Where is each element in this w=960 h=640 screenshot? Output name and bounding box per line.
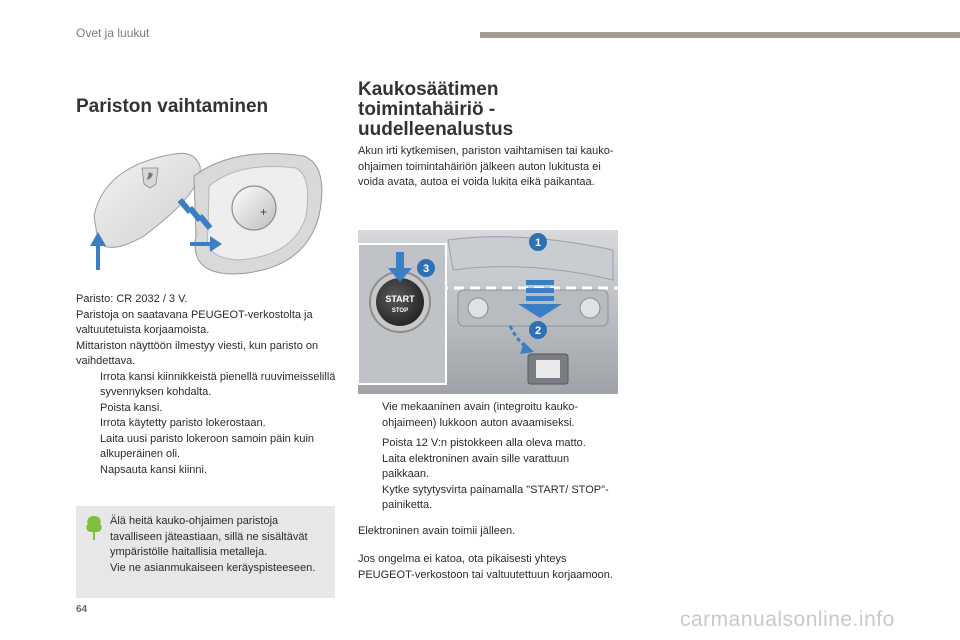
reset-closing: Jos ongelma ei katoa, ota pikaisesti yhteys PEUGEOT-verkostoon tai valtuutettuun korjaamoon. [358,553,613,581]
callout-2-badge [529,321,547,339]
callout-3-badge [417,259,435,277]
note-line-2: Vie ne asianmukaiseen keräyspisteeseen. [110,561,316,574]
callout-1-badge [529,233,547,251]
watermark: carmanualsonline.info [680,608,895,631]
environment-note [76,506,335,598]
key-cover [94,153,200,247]
battery-steps-list [76,370,338,479]
page-number: 64 [76,604,88,615]
reset-step-first [358,400,614,431]
tree-icon [84,514,104,542]
battery-warning-message: Mittariston näyttöön ilmestyy viesti, kun paristo on vaihdettava. [76,339,319,367]
list-item: Vie mekaaninen avain (integroitu kauko-ohjaimeen) lukkoon auton avaamiseksi. [382,401,579,429]
battery-spec: Paristo: CR 2032 / 3 V. [76,293,188,305]
list-item: Irrota käytetty paristo lokerostaan. [100,417,266,429]
battery-plus-mark: + [260,205,268,219]
svg-text:2: 2 [534,325,542,337]
list-item: Laita uusi paristo lokeroon samoin päin kuin alkuperäinen oli. [100,432,315,460]
list-item: Laita elektroninen avain sille varattuun paikkaan. [382,452,570,480]
header-accent-bar [480,32,960,38]
battery-availability: Paristoja on saatavana PEUGEOT-verkostolta ja valtuutetuista korjaamoista. [76,308,313,336]
svg-text:3: 3 [422,263,430,275]
button-label-start: START [385,294,415,304]
list-item: Kytke sytytysvirta painamalla "START/ STOP"-painiketta. [382,483,609,511]
battery-instructions [76,292,338,478]
reset-result: Elektroninen avain toimii jälleen. [358,525,516,537]
svg-text:1: 1 [534,237,542,249]
list-item: Napsauta kansi kiinni. [100,463,208,476]
button-label-stop: STOP [391,308,409,314]
note-line-1: Älä heitä kauko-ohjaimen paristoja tavalliseen jäteastiaan, sillä ne sisältävät ympäristölle haitallisia metalleja. [110,515,308,558]
list-item: Irrota kansi kiinnikkeistä pienellä ruuvimeisselillä syvennyksen kohdalta. [100,370,336,398]
battery-coin [232,186,276,230]
right-heading: Kaukosäätimen toimintahäiriö - uudelleenalustus [358,79,514,140]
section-title: Ovet ja luukut [76,26,150,40]
start-stop-illustration [358,230,618,394]
list-item: Poista kansi. [100,401,163,414]
reset-intro: Akun irti kytkemisen, pariston vaihtamisen tai kauko-ohjaimen toimintahäiriön jälkeen auton lukitusta ei voida avata, autoa ei voida lukita eikä paikantaa. [358,145,614,188]
list-item: Poista 12 V:n pistokkeen alla oleva matto. [382,437,586,449]
reset-steps-list [358,436,614,514]
left-heading: Pariston vaihtaminen [76,96,269,117]
key-battery-illustration [84,146,334,286]
